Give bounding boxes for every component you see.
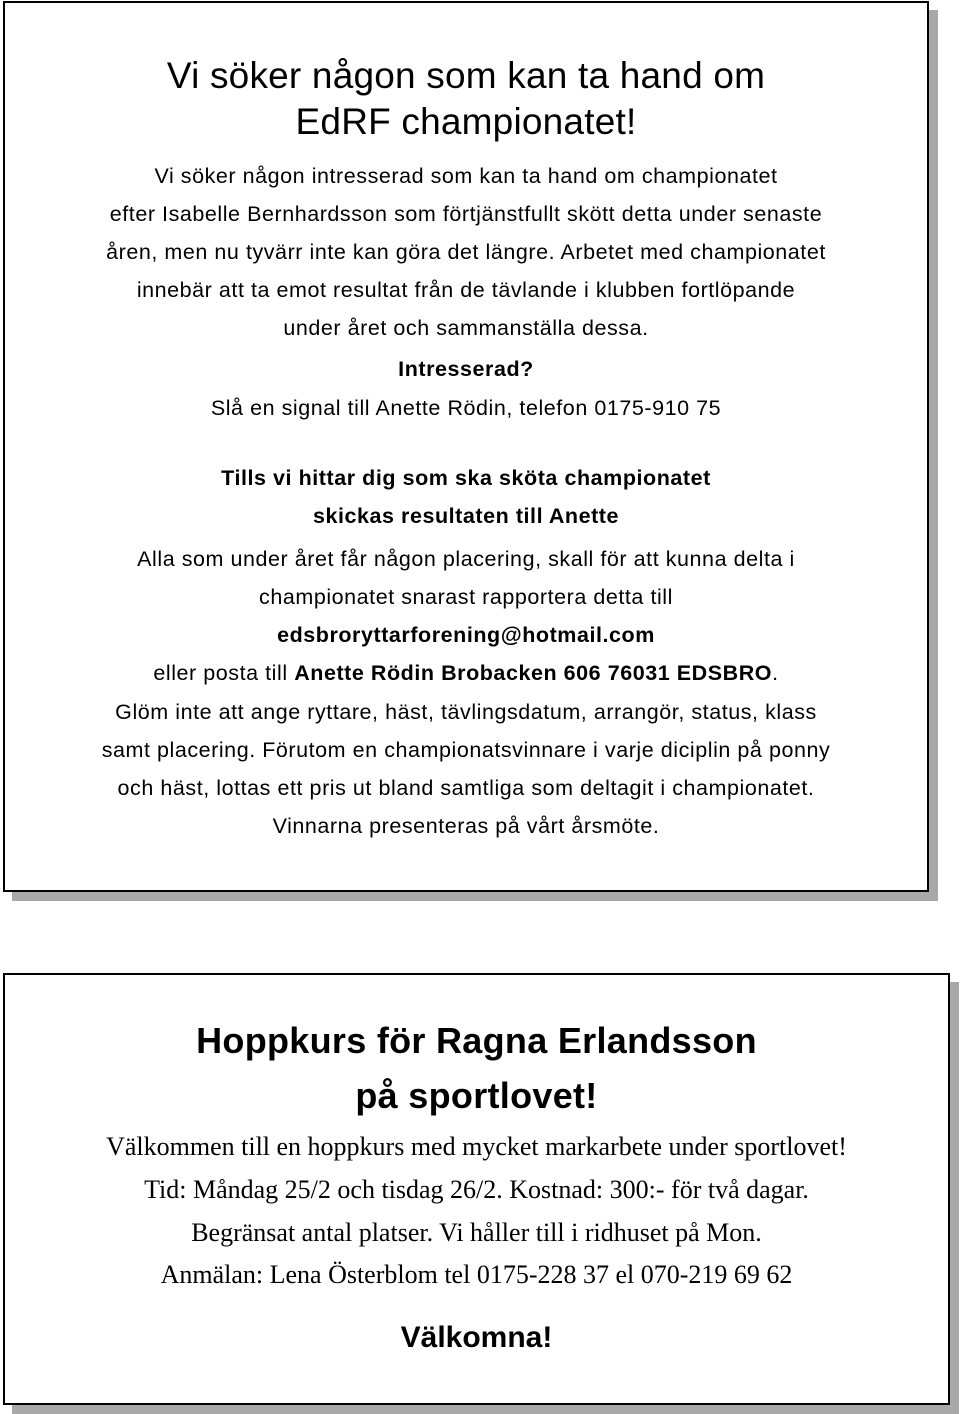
course-title-line-2: på sportlovet! xyxy=(355,1075,598,1116)
championship-notice xyxy=(3,1,929,892)
closing-line-4: Vinnarna presenteras på vårt årsmöte. xyxy=(272,814,660,838)
closing-line-1: Glöm inte att ange ryttare, häst, tävlingsdatum, arrangör, status, klass xyxy=(115,700,817,724)
closing-line-2: samt placering. Förutom en championatsvinnare i varje diciplin på ponny xyxy=(101,738,831,762)
notice-title-line-2: EdRF championatet! xyxy=(295,101,637,142)
intro-line-4: innebär att ta emot resultat från de tävlande i klubben fortlöpande xyxy=(136,278,796,302)
interim-line-1: Tills vi hittar dig som ska sköta championatet xyxy=(221,466,711,490)
closing-line-3: och häst, lottas ett pris ut bland samtliga som deltagit i championatet. xyxy=(117,776,815,800)
jumping-course-notice xyxy=(3,973,950,1405)
post-suffix: . xyxy=(772,661,779,685)
intro-line-2: efter Isabelle Bernhardsson som förtjänstfullt skött detta under senaste xyxy=(109,202,823,226)
course-body-line-3: Begränsat antal platser. Vi håller till i ridhuset på Mon. xyxy=(191,1218,762,1247)
welcome-text: Välkomna! xyxy=(400,1321,553,1354)
email-address: edsbroryttarforening@hotmail.com xyxy=(277,623,655,647)
course-body-line-2: Tid: Måndag 25/2 och tisdag 26/2. Kostnad: 300:- för två dagar. xyxy=(144,1175,809,1204)
contact-line: Slå en signal till Anette Rödin, telefon 0175-910 75 xyxy=(210,396,722,420)
interim-line-2: skickas resultaten till Anette xyxy=(312,504,620,528)
post-address: Anette Rödin Brobacken 606 76031 EDSBRO xyxy=(294,661,773,685)
report-line-2: championatet snarast rapportera detta till xyxy=(259,585,673,609)
report-line-1: Alla som under året får någon placering, skall för att kunna delta i xyxy=(137,547,795,571)
post-address-line xyxy=(5,661,927,686)
post-prefix: eller posta till xyxy=(153,661,295,685)
intro-line-1: Vi söker någon intresserad som kan ta hand om championatet xyxy=(154,164,778,188)
intro-line-5: under året och sammanställa dessa. xyxy=(283,316,649,340)
intro-line-3: åren, men nu tyvärr inte kan göra det längre. Arbetet med championatet xyxy=(106,240,826,264)
course-title-line-1: Hoppkurs för Ragna Erlandsson xyxy=(196,1020,757,1061)
course-body-line-1: Välkommen till en hoppkurs med mycket markarbete under sportlovet! xyxy=(106,1132,847,1161)
course-body-line-4: Anmälan: Lena Österblom tel 0175-228 37 el 070-219 69 62 xyxy=(160,1260,793,1289)
interested-question: Intresserad? xyxy=(398,357,534,381)
notice-title-line-1: Vi söker någon som kan ta hand om xyxy=(166,55,766,96)
